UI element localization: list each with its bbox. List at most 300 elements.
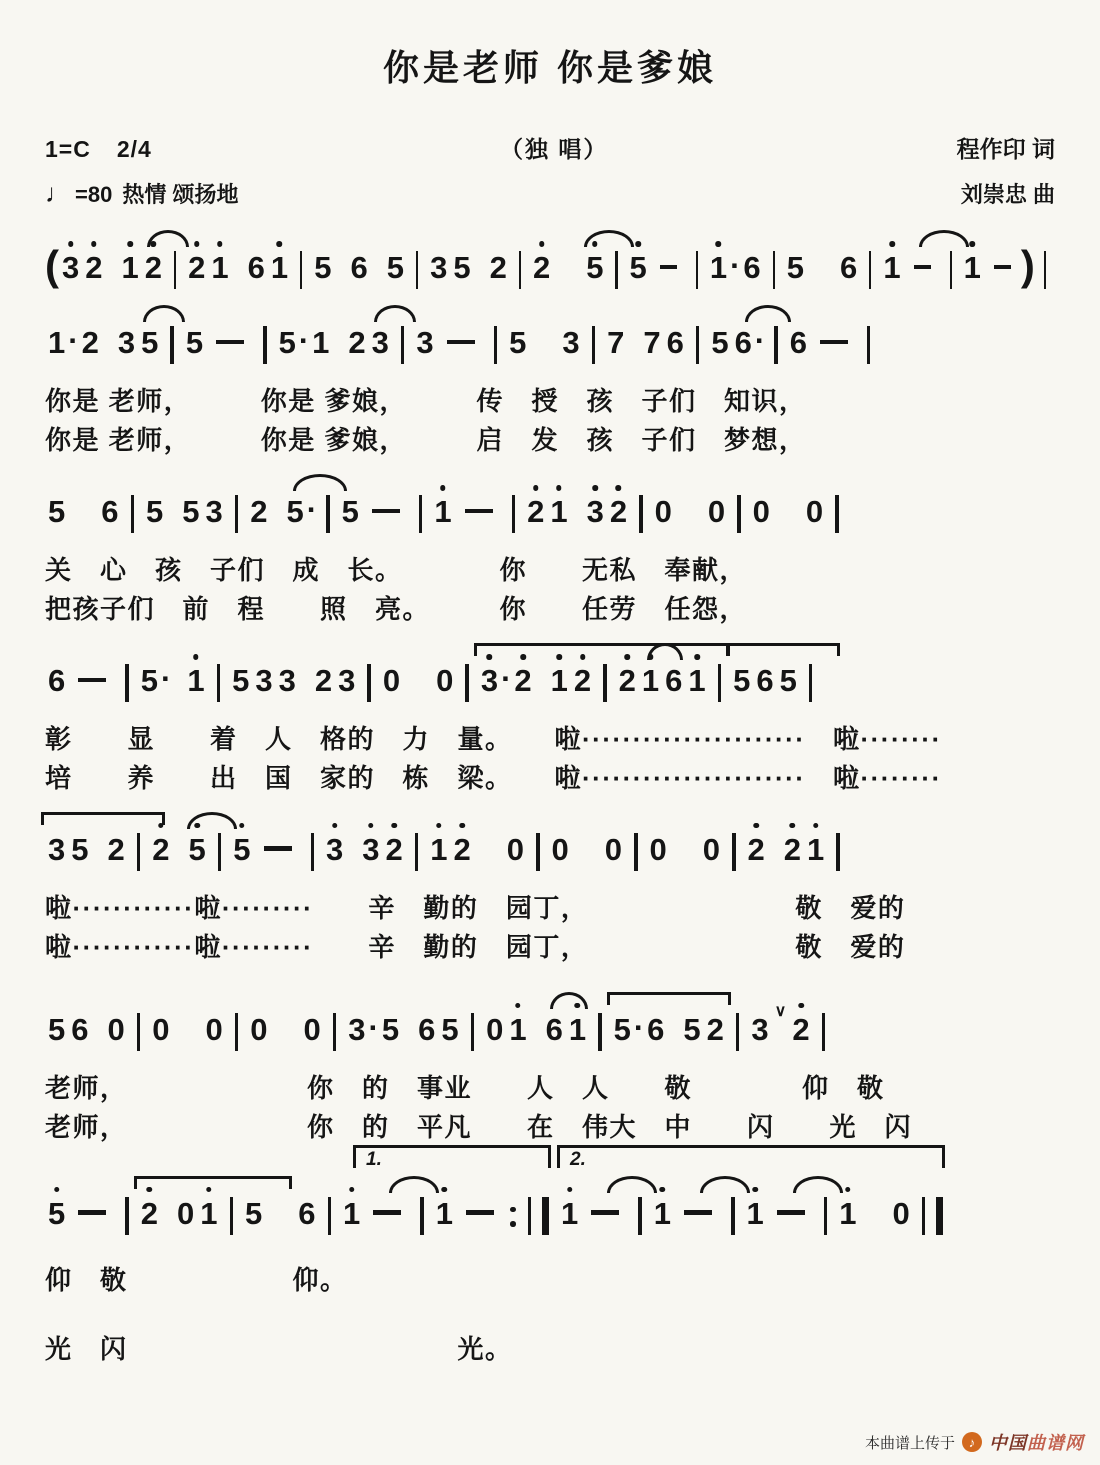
note: 0	[436, 663, 454, 699]
note: 2	[489, 250, 507, 285]
music-line-bridge	[45, 965, 1055, 1061]
time-signature: 2/4	[116, 136, 152, 162]
note: 2	[746, 834, 767, 877]
note u1: 1	[185, 665, 206, 708]
barline	[773, 251, 775, 289]
note u2: 3	[60, 252, 81, 295]
octave-dot	[217, 241, 223, 247]
octave-dot	[889, 241, 895, 247]
note u1: 5	[683, 1011, 701, 1047]
octave-dot	[813, 823, 819, 829]
final-barline	[936, 1197, 943, 1235]
note: 7	[607, 325, 625, 360]
note: 2	[107, 831, 125, 867]
site-logo-icon: ♪	[962, 1432, 982, 1452]
note u1: 6	[418, 1011, 436, 1047]
note: 3	[751, 1011, 769, 1047]
note u1: 2	[186, 252, 207, 295]
barline	[603, 664, 607, 702]
lyric-line-9: 老师， 你 的 事业 人 人 敬 仰 敬	[45, 1072, 885, 1103]
duration-dash	[372, 509, 400, 514]
note u1: 6	[545, 1011, 563, 1047]
note u1: 2	[572, 665, 593, 708]
barline	[737, 495, 741, 533]
octave-dot	[694, 654, 700, 660]
note: 5	[140, 663, 158, 699]
barline	[131, 495, 135, 533]
uploader-text: 本曲谱上传于	[864, 1434, 955, 1452]
barline	[634, 833, 638, 871]
lyric-line-6: 培 养 出 国 家的 栋 梁。 啦······················ 啦········	[45, 763, 942, 794]
note u1: 5	[779, 663, 797, 699]
barline	[137, 1013, 141, 1051]
note u1: 1	[428, 834, 449, 877]
note: 3	[562, 325, 580, 360]
note: 5	[584, 252, 605, 295]
octave-dot	[368, 823, 374, 829]
barline	[416, 251, 418, 289]
duration-dash	[216, 340, 244, 345]
note: 6	[734, 325, 752, 360]
music-line-intro	[45, 209, 1055, 299]
note u1: 3	[479, 665, 500, 708]
barline	[736, 1013, 740, 1051]
note u1: 5	[141, 325, 159, 360]
note: 0	[152, 1011, 170, 1047]
note u1: 1	[48, 325, 66, 360]
quarter-note-icon: ♩	[45, 178, 71, 208]
note: 0	[303, 1011, 321, 1047]
duration-dash	[591, 1210, 619, 1215]
barline	[311, 833, 315, 871]
note: 5	[231, 834, 252, 877]
barline	[835, 495, 839, 533]
barline	[471, 1013, 475, 1051]
octave-dot	[515, 1003, 521, 1009]
note u1: 7	[643, 325, 661, 360]
octave-dot	[147, 1187, 153, 1193]
music-line-verse1	[45, 299, 1055, 374]
note u1: 6	[665, 663, 683, 699]
lyric-line-4: 把孩子们 前 程 照 亮。 你 任劳 任怨，	[45, 594, 748, 625]
note u2: 5	[453, 250, 471, 285]
note u1: 2	[617, 665, 638, 708]
watermark	[865, 1429, 1084, 1455]
note: 1	[559, 1198, 580, 1241]
octave-dot	[391, 823, 397, 829]
barline	[137, 833, 141, 871]
note u1: 3	[360, 834, 381, 877]
lyric-line-3: 关 心 孩 子们 成 长。 你 无私 奉献，	[45, 555, 748, 586]
barline	[615, 251, 617, 289]
note u1: 6	[666, 325, 684, 360]
note: 0	[107, 1011, 125, 1047]
note u1: 2	[314, 663, 333, 699]
note u1: 0	[486, 1011, 504, 1047]
duration-dash	[373, 1210, 401, 1215]
note u1: 0	[177, 1195, 195, 1231]
note u1: 2	[706, 1011, 724, 1047]
lyric-line-1: 你是 老师， 你是 爹娘， 传 授 孩 子们 知识，	[45, 386, 807, 416]
note: 5	[187, 834, 208, 877]
parenthesis: (	[45, 242, 59, 289]
note: 0	[752, 494, 770, 530]
barline	[822, 1013, 826, 1051]
octave-dot	[580, 654, 586, 660]
note u1: 2	[384, 834, 405, 877]
octave-dot	[194, 241, 200, 247]
octave-dot	[459, 823, 465, 829]
augmentation-dot: ·	[501, 661, 512, 697]
note u1: 1	[198, 1198, 219, 1241]
note: 2	[531, 252, 552, 295]
lyric-line-12: 光 闪 光。	[45, 1334, 513, 1365]
note: 0	[649, 831, 667, 867]
note u2: 2	[512, 665, 533, 708]
note u2: 6	[647, 1011, 665, 1047]
note: 5	[509, 325, 527, 360]
octave-dot	[440, 485, 446, 491]
volta-2-label: 2.	[570, 1148, 586, 1170]
note: 5	[628, 252, 649, 295]
tempo-value: =80	[75, 182, 113, 207]
duration-dash	[78, 678, 106, 683]
barline	[415, 833, 419, 871]
octave-dot	[239, 823, 245, 829]
performance-type: （独 唱）	[500, 136, 609, 162]
barline	[696, 326, 700, 364]
augmentation-dot: ·	[368, 1009, 379, 1045]
note u1: 1	[686, 665, 707, 708]
note u1: 3	[255, 663, 273, 699]
note: 5	[146, 494, 164, 530]
note u1: 6	[247, 250, 265, 285]
octave-dot	[625, 654, 631, 660]
note: 6	[350, 250, 368, 285]
duration-dash	[660, 265, 677, 270]
lyric-line-7: 啦············啦········· 辛 勤的 园丁， 敬 爱的	[45, 892, 906, 923]
note u1: 3	[278, 663, 296, 699]
lyricist-credit: 程作印 词	[956, 136, 1055, 162]
octave-dot	[557, 654, 563, 660]
note: 5	[286, 494, 304, 530]
repeat-barline	[542, 1197, 549, 1235]
note: 5	[48, 494, 66, 530]
barline	[774, 326, 778, 364]
octave-dot	[616, 485, 622, 491]
barline	[235, 1013, 239, 1051]
note u1: 1	[507, 1014, 528, 1057]
note: 0	[654, 494, 672, 530]
barline	[125, 664, 129, 702]
barline	[217, 664, 221, 702]
note u1: 2	[525, 496, 546, 539]
augmentation-dot: ·	[306, 492, 318, 528]
barline	[174, 251, 176, 289]
augmentation-dot: ·	[298, 323, 310, 358]
octave-dot	[487, 654, 493, 660]
barline	[718, 664, 722, 702]
tempo-marking	[45, 178, 238, 209]
barline	[869, 251, 871, 289]
octave-dot	[575, 1003, 581, 1009]
note: 6	[48, 663, 66, 699]
octave-dot	[127, 241, 133, 247]
note: 0	[892, 1195, 910, 1231]
barline	[300, 251, 302, 289]
barline	[639, 495, 643, 533]
lyric-line-10: 老师， 你 的 平凡 在 伟大 中 闪 光 闪	[45, 1111, 913, 1142]
note u1: 2	[608, 496, 629, 539]
note: 1	[962, 252, 983, 295]
note: 2	[790, 1014, 811, 1057]
duration-dash	[914, 265, 931, 270]
octave-dot	[332, 823, 338, 829]
octave-dot	[277, 241, 283, 247]
barline	[170, 326, 174, 364]
note: 6	[840, 250, 858, 285]
volta-1-label: 1.	[366, 1148, 382, 1170]
repeat-dots	[510, 1207, 516, 1227]
note: 0	[250, 1011, 268, 1047]
note: 0	[506, 831, 524, 867]
note u1: 5	[48, 1011, 66, 1047]
barline	[536, 833, 540, 871]
octave-dot	[790, 823, 796, 829]
note u2: 5	[182, 494, 200, 530]
note u1: 5	[441, 1011, 459, 1047]
note u1: 6	[71, 1011, 89, 1047]
music-line-la	[45, 797, 1055, 881]
octave-dot	[436, 823, 442, 829]
note u1: 5	[711, 325, 729, 360]
barline	[836, 833, 840, 871]
repeat-barline	[528, 1197, 532, 1235]
note: 1	[708, 252, 729, 295]
barline	[519, 251, 521, 289]
octave-dot	[592, 485, 598, 491]
note u1: 5	[314, 250, 332, 285]
note u1: 1	[548, 496, 569, 539]
barline	[696, 251, 698, 289]
octave-dot	[442, 1187, 448, 1193]
note u1: 5	[386, 250, 404, 285]
note: 5	[786, 250, 805, 285]
note u2: 3	[205, 494, 223, 530]
note: 0	[805, 494, 824, 530]
octave-dot	[349, 1187, 355, 1193]
barline	[1044, 251, 1046, 289]
octave-dot	[798, 1003, 804, 1009]
barline	[420, 1197, 424, 1235]
octave-dot	[567, 1187, 573, 1193]
music-line-verse3	[45, 627, 1055, 712]
note u2: 5	[381, 1011, 400, 1047]
note: 2	[150, 834, 171, 877]
note u1: 5	[232, 663, 250, 699]
note u2: 2	[81, 325, 99, 360]
barline	[867, 326, 871, 364]
augmentation-dot: ·	[754, 323, 766, 358]
barline	[263, 326, 267, 364]
duration-dash	[78, 1210, 106, 1215]
note: 1	[652, 1198, 673, 1241]
augmentation-dot: ·	[161, 661, 172, 697]
note: 1	[432, 496, 453, 539]
barline	[465, 664, 469, 702]
octave-dot	[539, 241, 545, 247]
barline	[367, 664, 371, 702]
note u1: 5	[733, 663, 751, 699]
music-line-verse2	[45, 458, 1055, 543]
site-name-cn: 中国	[989, 1433, 1027, 1453]
note: 3	[324, 834, 345, 877]
octave-dot	[158, 823, 164, 829]
note: 5	[185, 325, 204, 360]
note: 3	[416, 325, 434, 360]
duration-dash	[466, 1210, 494, 1215]
octave-dot	[520, 654, 526, 660]
barline	[494, 326, 498, 364]
note: 1	[434, 1198, 455, 1241]
note u1: 5	[613, 1011, 631, 1047]
octave-dot	[68, 241, 74, 247]
octave-dot	[845, 1187, 851, 1193]
note u2: 3	[430, 250, 448, 285]
note u1: 1	[269, 252, 290, 295]
octave-dot	[716, 241, 722, 247]
parenthesis: )	[1020, 242, 1035, 289]
augmentation-dot: ·	[68, 323, 79, 358]
octave-dot	[91, 241, 97, 247]
barline	[824, 1197, 828, 1235]
barline	[333, 1013, 337, 1051]
octave-dot	[752, 1187, 758, 1193]
note u1: 3	[585, 496, 606, 539]
volta-bracket-1	[353, 1145, 551, 1168]
duration-dash	[777, 1210, 805, 1215]
note u1: 1	[209, 252, 230, 295]
duration-dash	[447, 340, 475, 345]
note u1: 1	[549, 665, 570, 708]
barline	[235, 495, 239, 533]
note u1: 3	[371, 325, 389, 360]
note u1: 3	[48, 831, 66, 867]
barline	[218, 833, 222, 871]
lyric-line-8: 啦············啦········· 辛 勤的 园丁， 敬 爱的	[45, 931, 906, 962]
barline	[328, 1197, 332, 1235]
note: 0	[604, 831, 622, 867]
note u1: 6	[743, 250, 761, 285]
octave-dot	[753, 823, 759, 829]
barline	[598, 1013, 602, 1051]
meta-row	[45, 131, 1055, 164]
octave-dot	[206, 1187, 212, 1193]
duration-dash	[684, 1210, 712, 1215]
note: 6	[298, 1195, 316, 1231]
composer-credit: 刘崇忠 曲	[960, 182, 1055, 207]
note u1: 1	[567, 1014, 588, 1057]
volta-bracket-2	[557, 1145, 945, 1168]
key-signature: 1=C	[45, 136, 91, 162]
key-time-signature	[45, 136, 152, 163]
duration-dash	[465, 509, 493, 514]
note: 1	[881, 252, 902, 295]
note: 0	[702, 831, 720, 867]
tempo-row	[45, 178, 1055, 209]
barline	[401, 326, 405, 364]
barline	[950, 251, 952, 289]
note u2: 1	[312, 325, 330, 360]
duration-dash	[820, 340, 848, 345]
note u1: 5	[278, 325, 296, 360]
barline	[809, 664, 813, 702]
lyric-line-11: 仰 敬 仰。	[45, 1264, 348, 1295]
note: 1	[837, 1198, 858, 1241]
note u1: 1	[640, 665, 661, 708]
sheet-content	[0, 40, 1100, 1367]
note: 1	[341, 1198, 362, 1241]
breath-mark: ∨	[774, 1002, 787, 1020]
octave-dot	[193, 654, 199, 660]
barline	[731, 1197, 735, 1235]
expression-text: 热情 颂扬地	[122, 182, 239, 207]
note u1: 2	[348, 325, 366, 360]
note u2: 2	[250, 494, 268, 530]
barline	[512, 495, 516, 533]
augmentation-dot: ·	[730, 248, 741, 283]
note: 5	[341, 494, 359, 530]
note u1: 2	[452, 834, 473, 877]
barline	[732, 833, 736, 871]
barline	[638, 1197, 642, 1235]
final-barline	[922, 1197, 926, 1235]
note: 6	[756, 663, 774, 699]
site-name-rest: 曲谱网	[1027, 1433, 1084, 1453]
duration-dash	[264, 846, 292, 851]
note u1: 1	[805, 834, 826, 877]
note: 0	[551, 831, 569, 867]
note: 0	[382, 663, 401, 699]
note: 1	[745, 1198, 766, 1241]
octave-dot	[660, 1187, 666, 1193]
octave-dot	[54, 1187, 60, 1193]
octave-dot	[970, 241, 976, 247]
barline	[125, 1197, 129, 1235]
site-name	[989, 1429, 1084, 1455]
note u1: 3	[338, 663, 356, 699]
barline	[592, 326, 596, 364]
octave-dot	[533, 485, 539, 491]
duration-dash	[994, 265, 1011, 270]
note u1: 1	[120, 252, 141, 295]
note u1: 2	[782, 834, 803, 877]
barline	[326, 495, 330, 533]
barline	[230, 1197, 234, 1235]
note: 5	[245, 1195, 263, 1231]
augmentation-dot: ·	[633, 1009, 645, 1045]
lyric-line-2: 你是 老师， 你是 爹娘， 启 发 孩 子们 梦想，	[45, 425, 807, 456]
note u1: 3	[348, 1011, 366, 1047]
note u1: 3	[117, 325, 136, 360]
song-title: 你是老师 你是爹娘	[382, 47, 717, 88]
note: 0	[205, 1011, 223, 1047]
octave-dot	[635, 241, 641, 247]
note: 6	[101, 494, 119, 530]
octave-dot	[556, 485, 562, 491]
note u1: 5	[71, 831, 89, 867]
lyric-line-5: 彰 显 着 人 格的 力 量。 啦······················ 啦········	[45, 724, 942, 755]
